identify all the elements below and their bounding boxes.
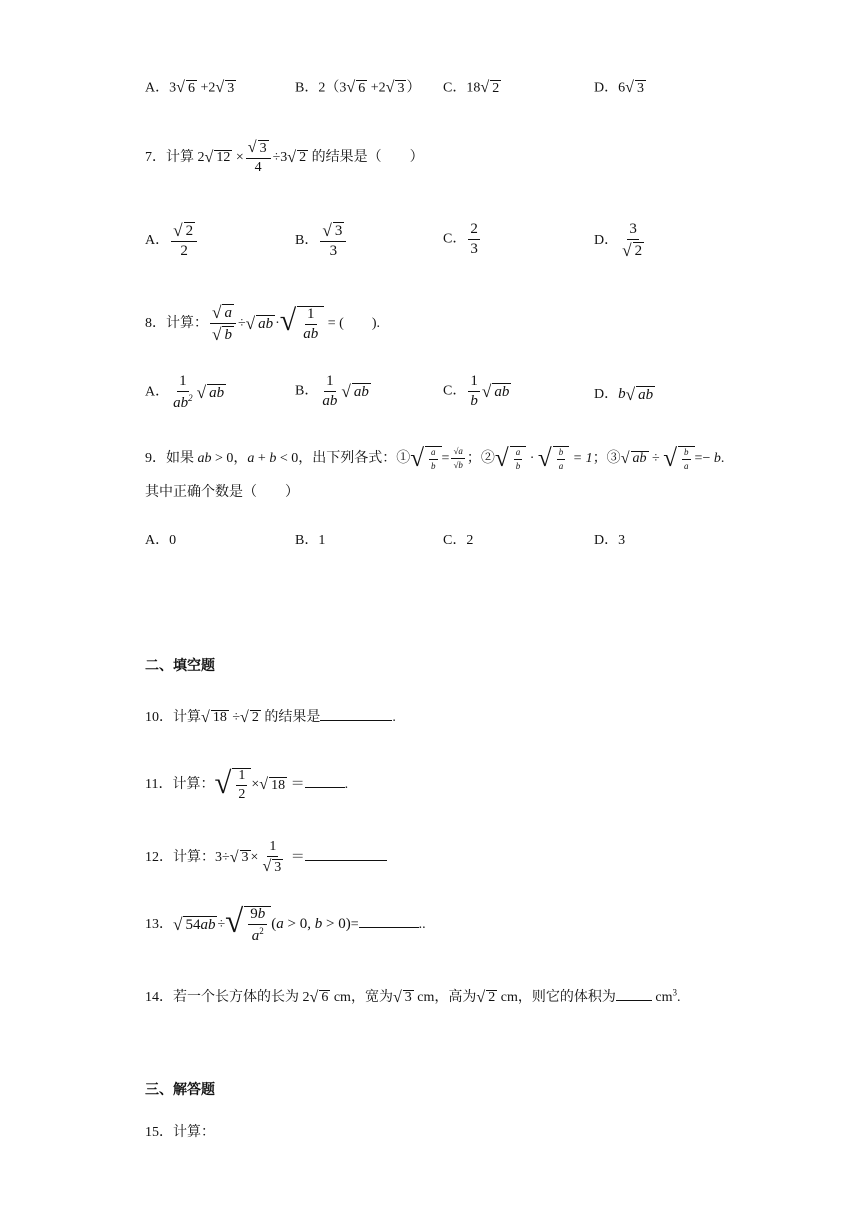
q12-stem: 12．计算：3÷ √ 3 × 1 √ 3 ＝ (145, 840, 387, 875)
q9-option-a: A．0 (145, 533, 177, 548)
q6-option-c: C．18 √ 2 (443, 79, 500, 96)
q9-option-c: C．2 (443, 533, 474, 548)
q11-stem: 11．计算： √ $\frac{1}{2}$ × √ 18 ＝ . (145, 766, 349, 802)
q9-line2: 其中正确个数是（ ） (145, 485, 299, 500)
section-solve-title: 三、解答题 (145, 1081, 215, 1097)
q9-stem: 9．如果 ab > 0，a + b < 0，出下列各式：① √ $\frac{a}{b}$ = $\frac{√a}{√b}$ ；② √ $\frac{a}{b}$ · √ $\frac{b}{a}$ = 1；③ √ ab ÷ √ $\frac{b}{a}$ =− b. (145, 445, 725, 472)
q14-stem: 14．若一个长方体的长为 2 √ 6 cm，宽为 √ 3 cm，高为 √ 2 cm，则它的体积为 $cm^3$. (145, 987, 681, 1006)
q7-option-d: D． 3 √ 2 (594, 221, 643, 260)
q7-option-a: A． √ 2 2 (145, 222, 199, 259)
q7-stem: 7．计算 2 √ 12 × √ 3 4 ÷3 √ 2 的结果是（ ） (145, 139, 424, 176)
q8-option-a: A． $\frac{1}{ab^2}$ √ ab (145, 373, 225, 411)
q9-option-b: B．1 (295, 533, 326, 548)
q13-stem: 13． √ 54 ab ÷ √ $\frac{9b}{a^2}$ (a > 0, b > 0)= .. (145, 904, 426, 944)
q7-option-b: B． √ 3 3 (295, 222, 348, 259)
q8-option-d: D．b √ ab (594, 385, 654, 404)
q6-option-b: B．2（3 √ 6 +2 √ 3 ） (295, 79, 421, 96)
q7-option-c: C． $\frac{2}{3}$ (443, 221, 478, 257)
q10-stem: 10．计算 √ 18 ÷ √ 2 的结果是 . (145, 708, 396, 726)
q8-option-b: B． $\frac{1}{ab}$ √ ab (295, 373, 369, 409)
q15-stem: 15．计算： (145, 1125, 215, 1140)
q6-option-d: D．6 √ 3 (594, 79, 644, 96)
section-fill-in-title: 二、填空题 (145, 657, 215, 673)
q6-option-a: A．3 √ 6 +2 √ 3 (145, 79, 235, 96)
q8-stem: 8．计算： √ a √ b ÷ √ ab · √ $\frac{1}{ab}$ = ( ). (145, 303, 380, 345)
q9-option-d: D．3 (594, 533, 626, 548)
q8-option-c: C． $\frac{1}{b}$ √ ab (443, 373, 510, 409)
